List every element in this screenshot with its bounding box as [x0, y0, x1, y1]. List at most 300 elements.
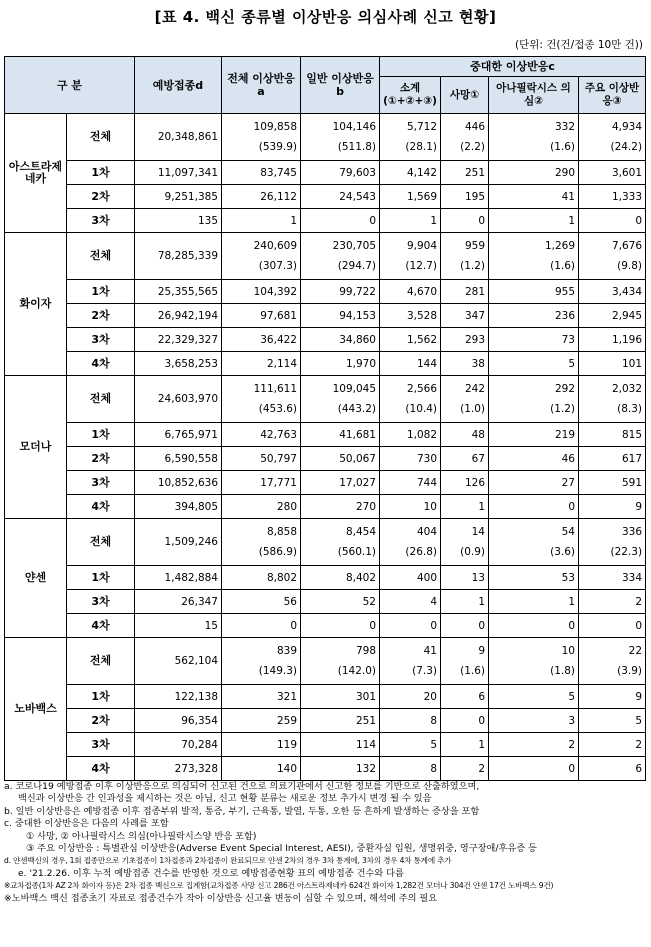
value-sub: 1,082: [406, 428, 437, 441]
header-category: 구 분: [5, 57, 135, 114]
cell-total: [222, 376, 301, 423]
rate-general: (560.1): [337, 546, 376, 558]
cell-vacc: [135, 733, 222, 757]
value-total: 0: [290, 619, 297, 632]
value-major: 334: [622, 571, 643, 584]
value-ana: 54: [561, 526, 575, 538]
cell-death: [441, 447, 489, 471]
value-major: 2,032: [611, 383, 643, 395]
table-row: [5, 233, 646, 280]
cell-sub: [380, 495, 441, 519]
cell-death: [441, 161, 489, 185]
vaccine-name: 화이자: [5, 233, 67, 376]
cell-sub: [380, 590, 441, 614]
cell-ana: [489, 709, 579, 733]
cell-general: [301, 209, 380, 233]
value-total: 140: [276, 762, 297, 775]
cell-death: [441, 233, 489, 280]
footnote: b. 일반 이상반응은 예방접종 이후 접종부위 발적, 통증, 부기, 근육통, 발열, 두통, 오한 등 흔하게 발생하는 증상을 포함: [4, 805, 480, 817]
cell-general: [301, 757, 380, 781]
cell-vacc: [135, 328, 222, 352]
value-ana: 3: [568, 714, 575, 727]
value-death: 0: [478, 214, 485, 227]
cell-major: [579, 114, 646, 161]
cell-total: [222, 590, 301, 614]
value-sub: 3,528: [406, 309, 437, 322]
rate-sub: (12.7): [405, 260, 437, 272]
cell-total: [222, 566, 301, 590]
value-vacc: 1,482,884: [164, 571, 218, 584]
cell-sub: [380, 733, 441, 757]
rate-major: (3.9): [617, 665, 643, 677]
header-anaphylaxis: 아나필락시스 의심②: [489, 77, 579, 114]
cell-death: [441, 757, 489, 781]
value-general: 52: [362, 595, 376, 608]
cell-total: [222, 185, 301, 209]
cell-sub: [380, 376, 441, 423]
value-death: 1: [478, 500, 485, 513]
cell-major: [579, 304, 646, 328]
footnote: ※노바백스 백신 접종초기 자료로 접종건수가 작아 이상반응 신고율 변동이 심할 수 있으며, 해석에 주의 필요: [4, 892, 438, 904]
cell-vacc: [135, 376, 222, 423]
value-sub: 1: [430, 214, 437, 227]
value-total: 839: [276, 645, 297, 657]
value-total: 42,763: [260, 428, 297, 441]
value-vacc: 15: [204, 619, 218, 632]
value-general: 99,722: [339, 285, 376, 298]
cell-ana: [489, 233, 579, 280]
value-ana: 236: [554, 309, 575, 322]
table-row: [5, 638, 646, 685]
cell-general: [301, 495, 380, 519]
rate-general: (142.0): [337, 665, 376, 677]
rate-ana: (1.6): [550, 141, 575, 153]
rate-ana: (1.6): [550, 260, 575, 272]
cell-major: [579, 376, 646, 423]
cell-total: [222, 614, 301, 638]
value-sub: 144: [416, 357, 437, 370]
value-major: 3,434: [611, 285, 643, 298]
cell-sub: [380, 757, 441, 781]
cell-sub: [380, 447, 441, 471]
value-vacc: 135: [197, 214, 218, 227]
value-ana: 0: [568, 619, 575, 632]
cell-general: [301, 376, 380, 423]
cell-ana: [489, 614, 579, 638]
value-general: 251: [355, 714, 376, 727]
table-row: [5, 209, 646, 233]
table-row: [5, 590, 646, 614]
value-death: 2: [478, 762, 485, 775]
value-major: 101: [622, 357, 643, 370]
value-general: 8,454: [345, 526, 376, 538]
cell-total: [222, 495, 301, 519]
value-major: 2,945: [611, 309, 643, 322]
value-general: 132: [355, 762, 376, 775]
value-sub: 8: [430, 762, 437, 775]
rate-sub: (7.3): [412, 665, 437, 677]
rate-major: (9.8): [617, 260, 643, 272]
value-sub: 5,712: [406, 121, 437, 133]
cell-general: [301, 519, 380, 566]
cell-vacc: [135, 685, 222, 709]
value-vacc: 96,354: [181, 714, 218, 727]
rate-death: (0.9): [460, 546, 485, 558]
dose-label: 3차: [67, 733, 135, 757]
value-major: 336: [622, 526, 643, 538]
cell-sub: [380, 709, 441, 733]
cell-sub: [380, 519, 441, 566]
cell-death: [441, 304, 489, 328]
value-vacc: 1,509,246: [164, 536, 218, 548]
cell-total: [222, 114, 301, 161]
value-general: 41,681: [339, 428, 376, 441]
header-serious-ae: 중대한 이상반응c: [380, 57, 646, 77]
cell-ana: [489, 161, 579, 185]
cell-vacc: [135, 447, 222, 471]
cell-major: [579, 423, 646, 447]
value-sub: 8: [430, 714, 437, 727]
footnote: e. '21.2.26. 이후 누적 예방접종 건수를 반영한 것으로 예방접종현황 표의 예방접종 건수와 다름: [18, 867, 404, 879]
cell-general: [301, 685, 380, 709]
cell-general: [301, 471, 380, 495]
value-total: 97,681: [260, 309, 297, 322]
cell-general: [301, 161, 380, 185]
dose-label: 3차: [67, 328, 135, 352]
cell-ana: [489, 304, 579, 328]
value-general: 1,970: [345, 357, 376, 370]
value-death: 242: [464, 383, 485, 395]
value-death: 251: [464, 166, 485, 179]
cell-death: [441, 638, 489, 685]
table-row: [5, 280, 646, 304]
value-vacc: 122,138: [174, 690, 218, 703]
cell-sub: [380, 304, 441, 328]
value-general: 24,543: [339, 190, 376, 203]
value-major: 22: [628, 645, 643, 657]
value-ana: 41: [561, 190, 575, 203]
cell-vacc: [135, 614, 222, 638]
cell-total: [222, 709, 301, 733]
cell-sub: [380, 209, 441, 233]
value-major: 0: [635, 214, 643, 227]
cell-vacc: [135, 757, 222, 781]
value-total: 1: [290, 214, 297, 227]
cell-death: [441, 209, 489, 233]
cell-death: [441, 709, 489, 733]
rate-death: (1.2): [460, 260, 485, 272]
cell-total: [222, 280, 301, 304]
rate-ana: (3.6): [550, 546, 575, 558]
cell-vacc: [135, 590, 222, 614]
cell-ana: [489, 376, 579, 423]
footnote: c. 중대한 이상반응은 다음의 사례를 포함: [4, 818, 169, 830]
cell-general: [301, 447, 380, 471]
cell-vacc: [135, 185, 222, 209]
value-sub: 41: [423, 645, 437, 657]
rate-ana: (1.8): [550, 665, 575, 677]
value-total: 17,771: [260, 476, 297, 489]
value-general: 34,860: [339, 333, 376, 346]
cell-general: [301, 638, 380, 685]
value-major: 0: [635, 619, 643, 632]
cell-total: [222, 733, 301, 757]
cell-sub: [380, 114, 441, 161]
cell-major: [579, 209, 646, 233]
dose-label: 4차: [67, 495, 135, 519]
cell-sub: [380, 638, 441, 685]
footnote: ① 사망, ② 아나필락시스 의심(아나필락시스양 반응 포함): [26, 830, 257, 842]
cell-vacc: [135, 304, 222, 328]
rate-major: (8.3): [617, 403, 643, 415]
unit-label: (단위: 건(건/접종 10만 건)): [515, 39, 643, 51]
dose-label: 3차: [67, 471, 135, 495]
value-ana: 219: [554, 428, 575, 441]
cell-major: [579, 638, 646, 685]
cell-total: [222, 638, 301, 685]
dose-label: 4차: [67, 614, 135, 638]
table-row: [5, 185, 646, 209]
header-general-ae: 일반 이상반응b: [301, 57, 380, 114]
value-general: 8,402: [345, 571, 376, 584]
value-vacc: 9,251,385: [164, 190, 218, 203]
value-death: 0: [478, 714, 485, 727]
value-general: 94,153: [339, 309, 376, 322]
header-death: 사망①: [441, 77, 489, 114]
cell-sub: [380, 423, 441, 447]
vaccine-name: 아스트라제네카: [5, 114, 67, 233]
value-vacc: 10,852,636: [157, 476, 218, 489]
cell-death: [441, 614, 489, 638]
cell-major: [579, 709, 646, 733]
cell-sub: [380, 471, 441, 495]
cell-ana: [489, 495, 579, 519]
cell-general: [301, 114, 380, 161]
value-ana: 10: [561, 645, 575, 657]
value-major: 1,196: [611, 333, 643, 346]
value-vacc: 6,765,971: [164, 428, 218, 441]
table-body: [5, 114, 646, 781]
value-ana: 290: [554, 166, 575, 179]
value-death: 0: [478, 619, 485, 632]
cell-ana: [489, 590, 579, 614]
value-general: 270: [355, 500, 376, 513]
dose-label: 4차: [67, 352, 135, 376]
value-total: 8,802: [266, 571, 297, 584]
rate-total: (149.3): [258, 665, 297, 677]
cell-death: [441, 328, 489, 352]
table-row: [5, 114, 646, 161]
cell-major: [579, 233, 646, 280]
cell-general: [301, 352, 380, 376]
cell-major: [579, 280, 646, 304]
footnote: 백신과 이상반응 간 인과성을 제시하는 것은 아님, 신고 현황 분류는 새로운 정보 추가시 변경 될 수 있음: [18, 793, 432, 805]
cell-total: [222, 685, 301, 709]
dose-label: 1차: [67, 566, 135, 590]
cell-ana: [489, 638, 579, 685]
cell-death: [441, 495, 489, 519]
dose-label: 3차: [67, 590, 135, 614]
cell-ana: [489, 733, 579, 757]
cell-general: [301, 185, 380, 209]
value-general: 301: [355, 690, 376, 703]
dose-label: 1차: [67, 161, 135, 185]
value-sub: 4: [430, 595, 437, 608]
table-row: [5, 423, 646, 447]
header-total-ae: 전체 이상반응a: [222, 57, 301, 114]
table-row: [5, 733, 646, 757]
value-sub: 1,569: [406, 190, 437, 203]
cell-death: [441, 471, 489, 495]
rate-general: (511.8): [337, 141, 376, 153]
rate-total: (586.9): [258, 546, 297, 558]
value-general: 798: [355, 645, 376, 657]
value-sub: 20: [423, 690, 437, 703]
cell-ana: [489, 519, 579, 566]
cell-total: [222, 447, 301, 471]
value-vacc: 273,328: [174, 762, 218, 775]
value-death: 67: [471, 452, 485, 465]
table-row: [5, 328, 646, 352]
header-major-ae: 주요 이상반응③: [579, 77, 646, 114]
table-row: [5, 376, 646, 423]
cell-major: [579, 328, 646, 352]
value-sub: 744: [416, 476, 437, 489]
value-total: 321: [276, 690, 297, 703]
dose-label: 전체: [67, 233, 135, 280]
cell-total: [222, 519, 301, 566]
adverse-event-table: [4, 56, 646, 781]
rate-major: (24.2): [610, 141, 643, 153]
cell-major: [579, 614, 646, 638]
cell-general: [301, 566, 380, 590]
table-row: [5, 352, 646, 376]
cell-death: [441, 590, 489, 614]
cell-major: [579, 519, 646, 566]
value-vacc: 562,104: [174, 655, 218, 667]
value-major: 3,601: [611, 166, 643, 179]
value-death: 6: [478, 690, 485, 703]
cell-death: [441, 376, 489, 423]
value-major: 7,676: [611, 240, 643, 252]
dose-label: 2차: [67, 447, 135, 471]
cell-sub: [380, 328, 441, 352]
value-major: 591: [622, 476, 643, 489]
value-sub: 400: [416, 571, 437, 584]
value-ana: 1,269: [544, 240, 575, 252]
value-vacc: 6,590,558: [164, 452, 218, 465]
cell-vacc: [135, 161, 222, 185]
cell-vacc: [135, 423, 222, 447]
cell-ana: [489, 185, 579, 209]
value-general: 17,027: [339, 476, 376, 489]
value-general: 104,146: [332, 121, 376, 133]
value-total: 56: [283, 595, 297, 608]
cell-ana: [489, 114, 579, 161]
rate-sub: (26.8): [405, 546, 437, 558]
cell-ana: [489, 757, 579, 781]
cell-vacc: [135, 280, 222, 304]
value-death: 959: [464, 240, 485, 252]
value-ana: 955: [554, 285, 575, 298]
value-death: 13: [471, 571, 485, 584]
value-sub: 404: [416, 526, 437, 538]
dose-label: 2차: [67, 185, 135, 209]
value-sub: 9,904: [406, 240, 437, 252]
value-ana: 1: [568, 214, 575, 227]
value-total: 111,611: [253, 383, 297, 395]
footnote: d. 얀센백신의 경우, 1회 접종만으로 기초접종이 1차접종과 2차접종이 완료되므로 얀센 2차의 경우 3차 통계에, 3차의 경우 4차 통계에 추가: [4, 856, 452, 866]
cell-general: [301, 280, 380, 304]
table-title: [표 4. 백신 종류별 이상반응 의심사례 신고 현황]: [154, 8, 497, 26]
value-total: 50,797: [260, 452, 297, 465]
cell-death: [441, 423, 489, 447]
value-ana: 0: [568, 500, 575, 513]
value-sub: 2,566: [406, 383, 437, 395]
rate-death: (1.6): [460, 665, 485, 677]
value-total: 26,112: [260, 190, 297, 203]
rate-total: (539.9): [258, 141, 297, 153]
value-ana: 292: [554, 383, 575, 395]
value-total: 109,858: [253, 121, 297, 133]
footnotes: [4, 781, 647, 905]
cell-major: [579, 161, 646, 185]
vaccine-name: 모더나: [5, 376, 67, 519]
cell-ana: [489, 471, 579, 495]
cell-total: [222, 757, 301, 781]
value-major: 9: [635, 690, 643, 703]
cell-vacc: [135, 114, 222, 161]
cell-general: [301, 590, 380, 614]
cell-sub: [380, 161, 441, 185]
cell-sub: [380, 566, 441, 590]
value-major: 815: [622, 428, 643, 441]
value-vacc: 22,329,327: [157, 333, 218, 346]
rate-death: (1.0): [460, 403, 485, 415]
value-major: 6: [635, 762, 643, 775]
value-general: 0: [369, 619, 376, 632]
dose-label: 1차: [67, 280, 135, 304]
cell-ana: [489, 447, 579, 471]
cell-vacc: [135, 233, 222, 280]
table-row: [5, 614, 646, 638]
header-subtotal: 소계 (①+②+③): [380, 77, 441, 114]
value-vacc: 70,284: [181, 738, 218, 751]
value-sub: 4,670: [406, 285, 437, 298]
value-general: 50,067: [339, 452, 376, 465]
footnote: a. 코로나19 예방접종 이후 이상반응으로 의심되어 신고된 건으로 의료기관에서 신고한 정보를 기반으로 산출하였으며,: [4, 781, 480, 792]
value-death: 293: [464, 333, 485, 346]
value-general: 0: [369, 214, 376, 227]
value-vacc: 25,355,565: [157, 285, 218, 298]
value-ana: 5: [568, 690, 575, 703]
cell-sub: [380, 352, 441, 376]
cell-death: [441, 519, 489, 566]
value-total: 104,392: [253, 285, 297, 298]
cell-sub: [380, 614, 441, 638]
cell-major: [579, 447, 646, 471]
value-vacc: 20,348,861: [157, 131, 218, 143]
cell-general: [301, 304, 380, 328]
cell-major: [579, 757, 646, 781]
value-vacc: 78,285,339: [157, 250, 218, 262]
cell-total: [222, 352, 301, 376]
value-death: 9: [478, 645, 485, 657]
cell-death: [441, 566, 489, 590]
table-row: [5, 161, 646, 185]
value-major: 617: [622, 452, 643, 465]
table-row: [5, 566, 646, 590]
